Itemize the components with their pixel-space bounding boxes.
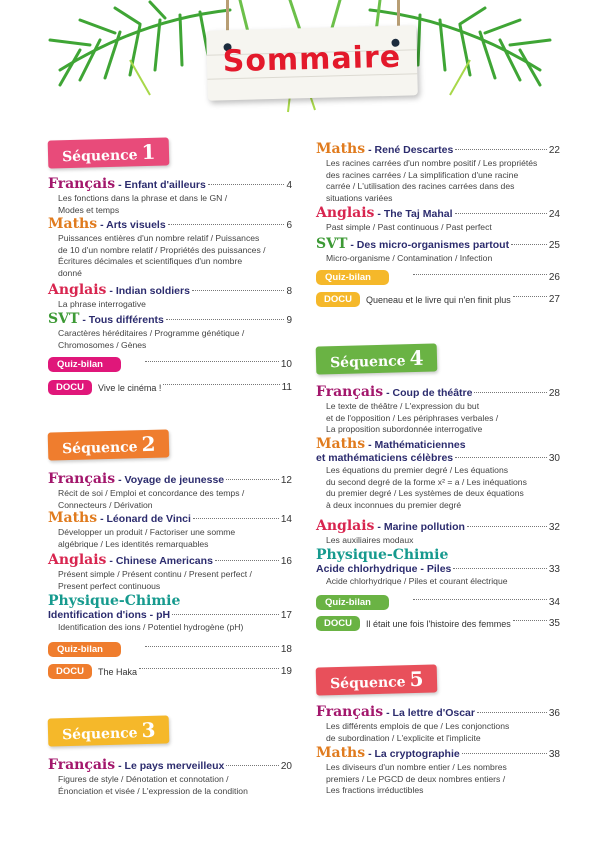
subject: Français bbox=[48, 176, 116, 192]
toc-entry[interactable] bbox=[316, 436, 560, 511]
page: 8 bbox=[286, 286, 292, 297]
toc-entry[interactable] bbox=[48, 593, 292, 634]
number: 1 bbox=[141, 139, 156, 165]
desc: Connecteurs / Dérivation bbox=[58, 499, 153, 510]
desc: Les fractions irréductibles bbox=[326, 785, 424, 795]
label: Quiz-bilan bbox=[316, 270, 389, 285]
page: 25 bbox=[548, 240, 560, 251]
title: - Le pays merveilleux bbox=[118, 760, 225, 772]
desc: Figures de style / Dénotation et connotation / bbox=[58, 774, 229, 784]
quiz-bilan-row[interactable] bbox=[316, 595, 560, 610]
desc: donné bbox=[58, 267, 82, 278]
title: - Chinese Americans bbox=[109, 555, 213, 567]
dot-leader bbox=[226, 479, 279, 480]
number: 5 bbox=[409, 666, 424, 692]
desc: Acide chlorhydrique / Piles et courant électrique bbox=[326, 576, 508, 586]
desc: algébrique / Les identités remarquables bbox=[58, 538, 209, 549]
desc: Les différents emplois de que / Les conjonctions bbox=[326, 721, 510, 731]
subject: Maths bbox=[316, 436, 366, 452]
subject: Français bbox=[316, 384, 384, 400]
dot-leader bbox=[462, 753, 547, 754]
title: - Indian soldiers bbox=[109, 285, 190, 297]
docu-row[interactable] bbox=[48, 380, 292, 395]
desc: à deux inconnues du premier degré bbox=[326, 499, 462, 510]
entry-description bbox=[326, 535, 560, 547]
entry-description bbox=[326, 576, 560, 588]
dot-leader bbox=[455, 213, 547, 214]
desc: de 10 d'un nombre relatif / Propriétés des puissances / bbox=[58, 244, 266, 255]
dot-leader bbox=[455, 149, 547, 150]
title: - Arts visuels bbox=[100, 219, 166, 231]
dot-leader bbox=[226, 765, 279, 766]
toc-entry[interactable] bbox=[316, 236, 560, 265]
entry-description bbox=[58, 193, 292, 216]
desc: Puissances entières d'un nombre relatif / Puissances bbox=[58, 233, 260, 243]
entry-description bbox=[326, 158, 560, 204]
toc-entry[interactable] bbox=[316, 384, 560, 436]
title: - René Descartes bbox=[368, 144, 454, 156]
toc-entry[interactable] bbox=[316, 547, 560, 588]
entry-title-line bbox=[48, 176, 292, 192]
desc: La proposition subordonnée interrogative bbox=[326, 424, 483, 434]
entry-title-line bbox=[316, 704, 560, 720]
entry-title-line bbox=[316, 436, 560, 452]
page-title: Sommaire bbox=[222, 39, 402, 80]
dot-leader bbox=[413, 274, 547, 275]
entry-title-line bbox=[48, 282, 292, 298]
dot-leader bbox=[467, 526, 547, 527]
desc: du second degré de la forme x² = a / Les inéquations bbox=[326, 476, 527, 487]
dot-leader bbox=[413, 599, 547, 600]
desc: Present perfect continuous bbox=[58, 580, 161, 591]
desc: Les racines carrées d'un nombre positif / Les propriétés bbox=[326, 158, 538, 168]
dot-leader bbox=[453, 568, 547, 569]
dot-leader bbox=[215, 560, 279, 561]
title: - Enfant d'ailleurs bbox=[118, 179, 206, 191]
subject: Maths bbox=[316, 745, 366, 761]
toc-entry[interactable] bbox=[48, 176, 292, 216]
number: 2 bbox=[141, 431, 156, 457]
title: - La cryptographie bbox=[368, 748, 460, 760]
entry-description bbox=[58, 233, 292, 279]
page: 11 bbox=[281, 382, 292, 393]
quiz-bilan-row[interactable] bbox=[316, 270, 560, 285]
title: Il était une fois l'histoire des femmes bbox=[365, 618, 511, 629]
page: 12 bbox=[280, 475, 292, 486]
entry-title-line bbox=[316, 452, 560, 464]
entry-title-line bbox=[316, 547, 560, 563]
toc-entry[interactable] bbox=[48, 471, 292, 511]
page: 20 bbox=[280, 761, 292, 772]
toc-entry[interactable] bbox=[48, 282, 292, 311]
title: - Coup de théâtre bbox=[386, 387, 473, 399]
entry-description bbox=[58, 569, 292, 592]
title: - The Taj Mahal bbox=[377, 208, 453, 220]
entry-description bbox=[58, 299, 292, 311]
label: Quiz-bilan bbox=[48, 357, 121, 372]
title: - Marine pollution bbox=[377, 521, 465, 533]
label: DOCU bbox=[48, 380, 92, 395]
page: 16 bbox=[280, 556, 292, 567]
title: Queneau et le livre qui n'en finit plus bbox=[365, 294, 511, 305]
label: DOCU bbox=[48, 664, 92, 679]
page: 33 bbox=[548, 564, 560, 575]
entry-title-line bbox=[48, 216, 292, 232]
page: 17 bbox=[280, 610, 292, 621]
desc: premiers / Le PGCD de deux nombres entiers / bbox=[326, 773, 506, 784]
toc-entry[interactable] bbox=[316, 704, 560, 744]
toc-entry[interactable] bbox=[48, 216, 292, 279]
number: 4 bbox=[409, 345, 424, 371]
desc: Chromosomes / Gènes bbox=[58, 339, 147, 350]
desc: Le texte de théâtre / L'expression du but bbox=[326, 401, 480, 411]
entry-title-line bbox=[48, 471, 292, 487]
subject: Français bbox=[48, 471, 116, 487]
entry-title-line bbox=[48, 552, 292, 568]
desc: Écritures décimales et scientifiques d'un nombre bbox=[58, 256, 243, 266]
subject: Physique-Chimie bbox=[48, 593, 181, 609]
page: 10 bbox=[280, 359, 292, 370]
toc-entry[interactable] bbox=[48, 552, 292, 592]
desc: de subordination / L'explicite et l'implicite bbox=[326, 732, 481, 743]
subject: SVT bbox=[48, 311, 80, 327]
desc: Modes et temps bbox=[58, 204, 120, 215]
title: - La lettre d'Oscar bbox=[386, 707, 475, 719]
desc: Micro-organisme / Contamination / Infection bbox=[326, 253, 493, 263]
entry-title-line bbox=[48, 311, 292, 327]
page: 4 bbox=[286, 180, 292, 191]
dot-leader bbox=[192, 290, 285, 291]
entry-description bbox=[58, 622, 292, 634]
page: 24 bbox=[548, 209, 560, 220]
toc-entry[interactable] bbox=[48, 311, 292, 351]
entry-title-line bbox=[48, 593, 292, 609]
desc: Récit de soi / Emploi et concordance des temps / bbox=[58, 488, 245, 498]
subject: Maths bbox=[316, 141, 366, 157]
dot-leader bbox=[513, 620, 547, 621]
toc-entry[interactable] bbox=[48, 757, 292, 797]
entry-title-line bbox=[316, 745, 560, 761]
page: 22 bbox=[548, 145, 560, 156]
title: The Haka bbox=[97, 666, 138, 677]
page: 28 bbox=[548, 388, 560, 399]
subject: Maths bbox=[48, 510, 98, 526]
entry-title-line bbox=[316, 141, 560, 157]
desc: Les auxiliaires modaux bbox=[326, 535, 414, 545]
subject: SVT bbox=[316, 236, 348, 252]
entry-title-line bbox=[316, 518, 560, 534]
subject: Anglais bbox=[48, 282, 107, 298]
page: 36 bbox=[548, 708, 560, 719]
entry-title-line bbox=[48, 510, 292, 526]
entry-title-line bbox=[316, 236, 560, 252]
subject: Anglais bbox=[48, 552, 107, 568]
label: Séquence bbox=[61, 725, 138, 744]
number: 3 bbox=[141, 717, 156, 743]
sequence-4-badge bbox=[316, 343, 438, 374]
dot-leader bbox=[139, 668, 279, 669]
entry-description bbox=[326, 253, 560, 265]
page: 19 bbox=[280, 666, 292, 677]
title: Identification d'ions - pH bbox=[48, 609, 171, 621]
title: - Léonard de Vinci bbox=[100, 513, 191, 525]
quiz-bilan-row[interactable] bbox=[48, 357, 292, 372]
dot-leader bbox=[193, 518, 279, 519]
page: 6 bbox=[286, 220, 292, 231]
label: Quiz-bilan bbox=[48, 642, 121, 657]
desc: Énonciation et visée / L'expression de la condition bbox=[58, 785, 248, 796]
title: - Mathématiciennes bbox=[368, 439, 466, 451]
title: Acide chlorhydrique - Piles bbox=[316, 563, 452, 575]
docu-row[interactable] bbox=[48, 664, 292, 679]
entry-description bbox=[326, 721, 560, 744]
subject: Maths bbox=[48, 216, 98, 232]
toc-entry[interactable] bbox=[316, 518, 560, 547]
quiz-bilan-row[interactable] bbox=[48, 642, 292, 657]
desc: et de l'opposition / Les périphrases verbales / bbox=[326, 412, 499, 423]
desc: Présent simple / Présent continu / Present perfect / bbox=[58, 569, 252, 579]
page: 30 bbox=[548, 453, 560, 464]
dot-leader bbox=[513, 296, 547, 297]
toc-entry[interactable] bbox=[316, 205, 560, 234]
entry-description bbox=[326, 762, 560, 797]
entry-title-line bbox=[316, 384, 560, 400]
entry-title-line bbox=[316, 563, 560, 575]
subject: Anglais bbox=[316, 518, 375, 534]
dot-leader bbox=[474, 392, 546, 393]
page: 32 bbox=[548, 522, 560, 533]
entry-description bbox=[326, 401, 560, 436]
page: 14 bbox=[280, 514, 292, 525]
desc: du premier degré / Les systèmes de deux équations bbox=[326, 488, 524, 498]
desc: Identification des ions / Potentiel hydrogène (pH) bbox=[58, 622, 244, 632]
entry-title-line bbox=[48, 757, 292, 773]
toc-entry[interactable] bbox=[48, 510, 292, 550]
dot-leader bbox=[477, 712, 547, 713]
sign-rope-left bbox=[226, 0, 229, 34]
page: 27 bbox=[548, 294, 560, 305]
sequence-2-badge bbox=[48, 429, 170, 460]
page: 9 bbox=[286, 315, 292, 326]
dot-leader bbox=[208, 184, 285, 185]
subject: Français bbox=[48, 757, 116, 773]
subject: Français bbox=[316, 704, 384, 720]
desc: carrée / L'utilisation des racines carrées dans des bbox=[326, 181, 515, 191]
desc: Les fonctions dans la phrase et dans le GN / bbox=[58, 193, 228, 203]
title2: et mathématiciens célèbres bbox=[316, 452, 454, 464]
docu-row[interactable] bbox=[316, 616, 560, 631]
label: Séquence bbox=[61, 439, 138, 458]
title: Vive le cinéma ! bbox=[97, 382, 162, 393]
label: Séquence bbox=[329, 353, 406, 372]
desc: Les équations du premier degré / Les équations bbox=[326, 465, 509, 475]
dot-leader bbox=[172, 614, 279, 615]
entry-description bbox=[326, 222, 560, 234]
dot-leader bbox=[511, 244, 547, 245]
page: 35 bbox=[548, 618, 560, 629]
desc: situations variées bbox=[326, 192, 393, 203]
desc: Développer un produit / Factoriser une somme bbox=[58, 527, 236, 537]
dot-leader bbox=[145, 646, 279, 647]
label: Séquence bbox=[61, 147, 138, 166]
label: DOCU bbox=[316, 292, 360, 307]
title: - Tous différents bbox=[82, 314, 164, 326]
label: DOCU bbox=[316, 616, 360, 631]
dot-leader bbox=[166, 319, 285, 320]
toc-entry[interactable] bbox=[316, 141, 560, 204]
label: Séquence bbox=[329, 674, 406, 693]
entry-description bbox=[58, 488, 292, 511]
title-sign bbox=[206, 25, 418, 100]
page: 34 bbox=[548, 597, 560, 608]
entry-description bbox=[58, 527, 292, 550]
entry-description bbox=[326, 465, 560, 511]
dot-leader bbox=[168, 224, 285, 225]
title: - Des micro-organismes partout bbox=[350, 239, 510, 251]
page: 18 bbox=[280, 644, 292, 655]
entry-description bbox=[58, 774, 292, 797]
desc: Caractères héréditaires / Programme génétique / bbox=[58, 328, 245, 338]
header-banner bbox=[0, 0, 600, 120]
dot-leader bbox=[455, 457, 547, 458]
desc: Past simple / Past continuous / Past perfect bbox=[326, 222, 492, 232]
dot-leader bbox=[145, 361, 279, 362]
entry-title-line bbox=[48, 609, 292, 621]
entry-title-line bbox=[316, 205, 560, 221]
dot-leader bbox=[163, 384, 279, 385]
toc-entry[interactable] bbox=[316, 745, 560, 797]
title: - Voyage de jeunesse bbox=[118, 474, 225, 486]
sequence-5-badge bbox=[316, 664, 438, 695]
desc: Les diviseurs d'un nombre entier / Les nombres bbox=[326, 762, 507, 772]
desc: La phrase interrogative bbox=[58, 299, 146, 309]
entry-description bbox=[58, 328, 292, 351]
sequence-3-badge bbox=[48, 715, 170, 746]
desc: des racines carrées / La simplification d'une racine bbox=[326, 169, 519, 180]
page: 38 bbox=[548, 749, 560, 760]
docu-row[interactable] bbox=[316, 292, 560, 307]
subject: Anglais bbox=[316, 205, 375, 221]
label: Quiz-bilan bbox=[316, 595, 389, 610]
subject: Physique-Chimie bbox=[316, 547, 449, 563]
sequence-1-badge bbox=[48, 137, 170, 168]
page: 26 bbox=[548, 272, 560, 283]
